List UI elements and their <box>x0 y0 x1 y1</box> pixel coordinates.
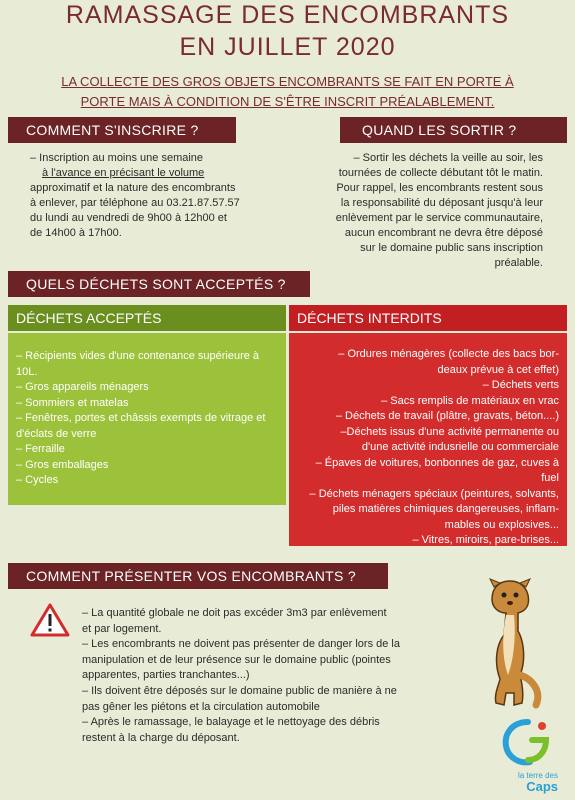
presenter-line: – La quantité globale ne doit pas excéder 3m3 par enlèvement <box>82 607 387 619</box>
accepted-item: – Sommiers et matelas <box>16 396 129 409</box>
accepted-item: – Récipients vides d'une contenance supérieure à <box>16 350 260 362</box>
forbidden-item: – Épaves de voitures, bonbonnes de gaz, cuves à <box>315 456 559 469</box>
forbidden-item: – Ordures ménagères (collecte des bacs bor- <box>338 348 559 360</box>
presenter-line: – Les encombrants ne doivent pas présenter de danger lors de la <box>82 638 400 651</box>
forbidden-item: mables ou explosives... <box>444 518 559 531</box>
sortir-line: la responsabilité du déposant jusqu'à leur <box>340 197 543 209</box>
forbidden-item: piles matières chimiques dangereuses, inflam- <box>332 503 559 515</box>
sortir-line: sur le domaine public sans inscription <box>360 242 543 254</box>
accepted-heading: DÉCHETS ACCEPTÉS <box>8 305 286 333</box>
sortir-line: enlèvement par le service communautaire, <box>335 212 543 224</box>
presenter-heading: COMMENT PRÉSENTER VOS ENCOMBRANTS ? <box>26 568 356 584</box>
sortir-line: préalable. <box>494 257 543 269</box>
forbidden-heading: DÉCHETS INTERDITS <box>289 305 567 333</box>
inscrire-text <box>30 151 270 241</box>
forbidden-item: – Sacs remplis de matériaux en vrac <box>381 394 559 407</box>
accepted-item: – Fenêtres, portes et châssis exempts de vitrage et <box>16 412 266 424</box>
accepted-item: – Gros appareils ménagers <box>16 381 149 393</box>
presenter-line: et par logement. <box>82 622 162 635</box>
presenter-line: pas gêner les piétons et la circulation automobile <box>82 700 320 713</box>
forbidden-item: fuel <box>541 472 559 484</box>
warning-triangle-icon <box>30 603 70 637</box>
forbidden-item: – Vitres, miroirs, pare-brises... <box>412 534 559 546</box>
sortir-line: Pour rappel, les encombrants restent sous <box>336 182 543 194</box>
accepted-box <box>8 305 286 505</box>
accepted-item: d'éclats de verre <box>16 427 97 440</box>
forbidden-item: – Déchets ménagers spéciaux (peintures, solvants, <box>309 487 559 500</box>
accepted-item: – Gros emballages <box>16 458 109 471</box>
presenter-text <box>82 606 472 746</box>
ferret-mascot <box>470 575 550 715</box>
inscrire-line: de 14h00 à 17h00. <box>30 227 122 239</box>
logo-line2: Caps <box>526 779 558 794</box>
inscrire-band <box>8 117 236 143</box>
presenter-line: – Après le ramassage, le balayage et le nettoyage des débris <box>82 716 380 729</box>
inscrire-heading: COMMENT S'INSCRIRE ? <box>26 122 199 138</box>
presenter-line: manipulation et de leur présence sur le domaine public (pointes <box>82 653 391 666</box>
forbidden-item: d'une activité indusrielle ou commerciale <box>361 441 559 453</box>
forbidden-item: – Déchets verts <box>482 379 559 391</box>
inscrire-line: – Inscription au moins une semaine <box>30 152 204 164</box>
inscrire-line: à enlever, par téléphone au 03.21.87.57.57 <box>30 197 240 209</box>
sortir-text <box>300 151 543 271</box>
accepted-list <box>8 333 286 489</box>
presenter-line: – Ils doivent être déposés sur le domaine public de manière à ne <box>82 684 397 697</box>
presenter-line: restent à la charge du déposant. <box>82 731 240 744</box>
forbidden-box <box>289 305 567 546</box>
acceptes-band <box>8 271 310 297</box>
inscrire-line: approximatif et la nature des encombrants <box>30 182 236 194</box>
presenter-band <box>8 563 388 589</box>
sortir-heading: QUAND LES SORTIR ? <box>362 122 517 138</box>
forbidden-item: – Déchets de travail (plâtre, gravats, béton....) <box>335 410 559 422</box>
sortir-band <box>340 117 567 143</box>
page-title-line2: EN JUILLET 2020 <box>179 33 396 61</box>
terre-des-caps-logo <box>498 718 558 794</box>
sortir-line: aucun encombrant ne devra être déposé <box>344 227 543 239</box>
logo-line1: la terre des <box>517 771 558 780</box>
logo-mark-icon <box>498 718 558 766</box>
accepted-item: – Ferraille <box>16 443 65 455</box>
page-subtitle: LA COLLECTE DES GROS OBJETS ENCOMBRANTS SE FAIT EN PORTE À PORTE MAIS À CONDITION DE S'ÊTRE INSCRIT PRÉALABLEMENT. <box>61 74 514 109</box>
sortir-line: – Sortir les déchets la veille au soir, les <box>353 152 543 164</box>
accepted-item: – Cycles <box>16 474 59 486</box>
presenter-line: apparentes, parties tranchantes...) <box>82 669 250 682</box>
forbidden-item: –Déchets issus d'une activité permanente ou <box>340 425 559 438</box>
page-title-line1: RAMASSAGE DES ENCOMBRANTS <box>65 1 510 29</box>
forbidden-item: deaux prévue à cet effet) <box>437 363 559 376</box>
sortir-line: tournées de collecte débutant tôt le matin. <box>338 167 543 179</box>
inscrire-line: du lundi au vendredi de 9h00 à 12h00 et <box>30 212 227 224</box>
forbidden-list <box>289 333 567 549</box>
inscrire-line: à l'avance en précisant le volume <box>42 167 205 179</box>
acceptes-heading: QUELS DÉCHETS SONT ACCEPTÉS ? <box>26 276 286 292</box>
accepted-item: 10L. <box>16 365 38 378</box>
